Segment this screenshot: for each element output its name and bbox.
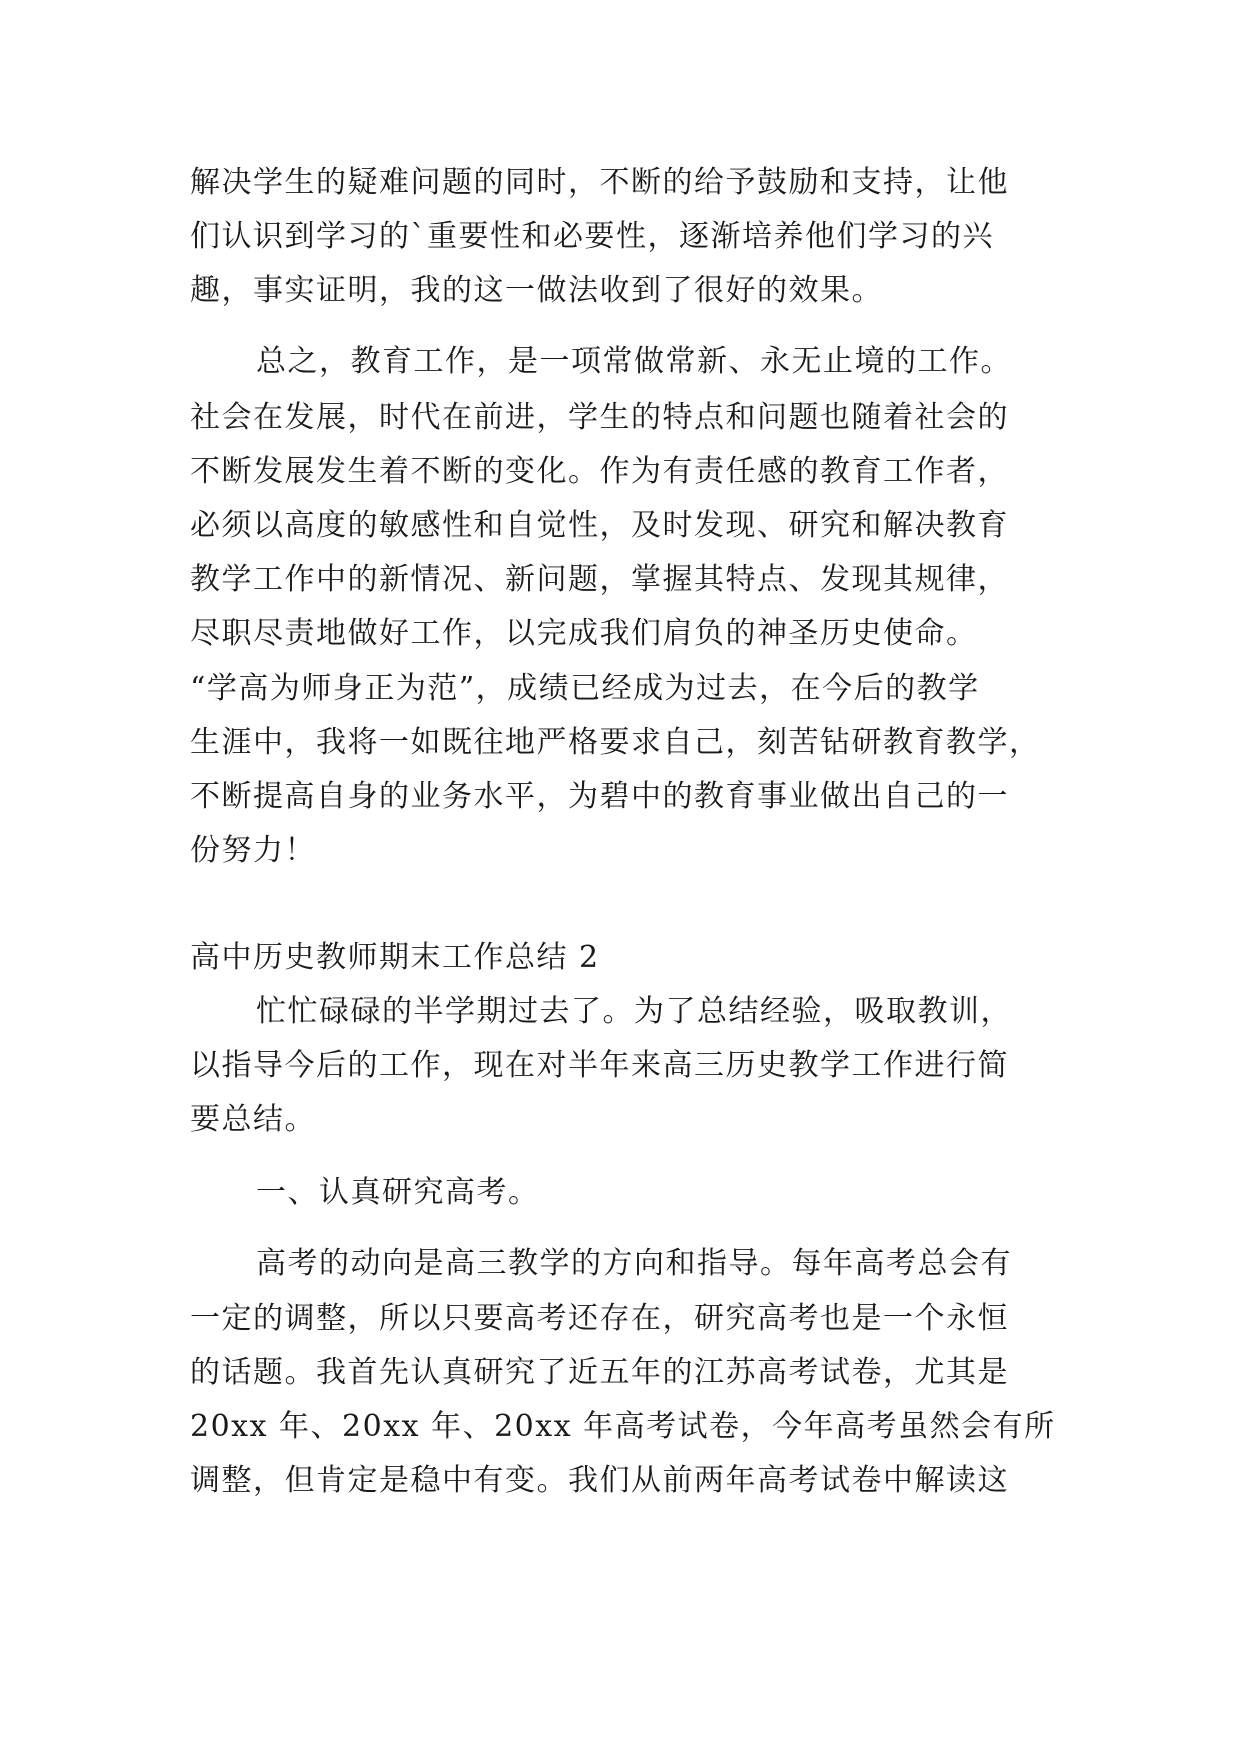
paragraph-line: 以指导今后的工作，现在对半年来高三历史教学工作进行简 <box>190 1048 1009 1083</box>
paragraph-line: 教学工作中的新情况、新问题，掌握其特点、发现其规律， <box>190 562 1009 597</box>
subsection-heading: 一、认真研究高考。 <box>256 1175 540 1210</box>
paragraph-line: 解决学生的疑难问题的同时，不断的给予鼓励和支持，让他 <box>190 165 1009 200</box>
paragraph-line: “学高为师身正为范”，成绩已经成为过去，在今后的教学 <box>190 671 980 706</box>
paragraph-line: 趣，事实证明，我的这一做法收到了很好的效果。 <box>190 273 883 308</box>
paragraph-line: 必须以高度的敏感性和自觉性，及时发现、研究和解决教育 <box>190 508 1009 543</box>
paragraph-line: 20xx 年、20xx 年、20xx 年高考试卷，今年高考虽然会有所 <box>190 1409 1056 1444</box>
paragraph-line: 的话题。我首先认真研究了近五年的江苏高考试卷，尤其是 <box>190 1355 1009 1390</box>
paragraph-line: 尽职尽责地做好工作，以完成我们肩负的神圣历史使命。 <box>190 616 978 651</box>
paragraph-line: 份努力！ <box>190 833 316 868</box>
paragraph-line: 生涯中，我将一如既往地严格要求自己，刻苦钻研教育教学， <box>190 725 1041 760</box>
paragraph-line: 忙忙碌碌的半学期过去了。为了总结经验，吸取教训， <box>256 994 1012 1029</box>
paragraph-line: 一定的调整，所以只要高考还存在，研究高考也是一个永恒 <box>190 1301 1009 1336</box>
section-heading: 高中历史教师期末工作总结 2 <box>190 940 600 975</box>
paragraph-line: 社会在发展，时代在前进，学生的特点和问题也随着社会的 <box>190 400 1009 435</box>
paragraph-line: 要总结。 <box>190 1102 316 1137</box>
paragraph-line: 高考的动向是高三教学的方向和指导。每年高考总会有 <box>256 1246 1012 1281</box>
paragraph-line: 不断提高自身的业务水平，为碧中的教育事业做出自己的一 <box>190 779 1009 814</box>
paragraph-line: 不断发展发生着不断的变化。作为有责任感的教育工作者， <box>190 454 1009 489</box>
paragraph-line: 调整，但肯定是稳中有变。我们从前两年高考试卷中解读这 <box>190 1463 1009 1498</box>
paragraph-line: 总之，教育工作，是一项常做常新、永无止境的工作。 <box>256 344 1012 379</box>
paragraph-line: 们认识到学习的`重要性和必要性，逐渐培养他们学习的兴 <box>190 219 994 254</box>
